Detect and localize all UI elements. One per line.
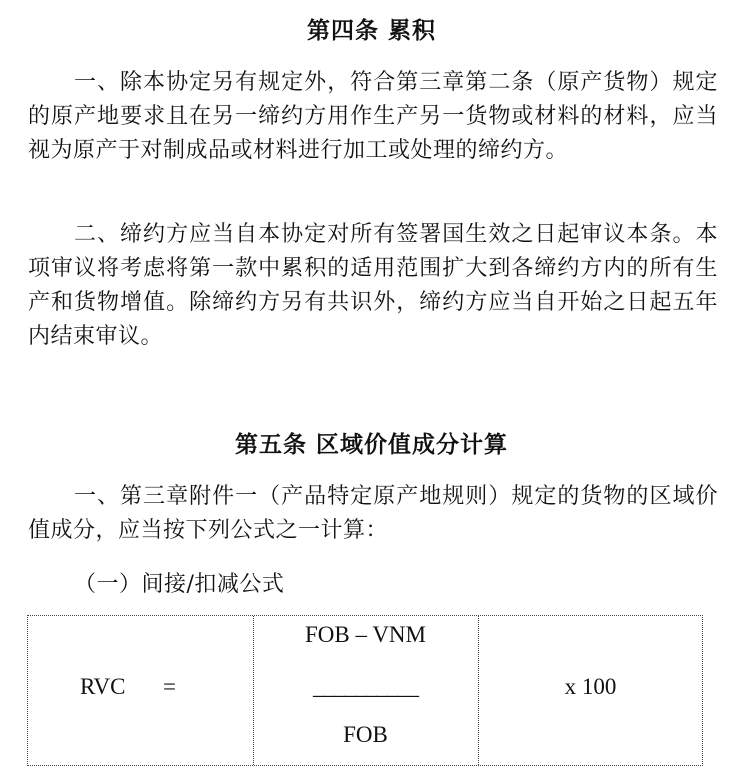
formula-fraction-bar: __________ xyxy=(313,674,418,699)
article-4-paragraph-1: 一、除本协定另有规定外，符合第三章第二条（原产货物）规定的原产地要求且在另一缔约方用作生产另一货物或材料的材料，应当视为原产于对制成品或材料进行加工或处理的缔约方。 xyxy=(28,70,718,163)
formula-rvc-label: RVC xyxy=(80,674,126,699)
article-5-paragraph-1: 一、第三章附件一（产品特定原产地规则）规定的货物的区域价值成分，应当按下列公式之一计算： xyxy=(28,484,718,543)
article-5-title: 第五条 区域价值成分计算 xyxy=(234,432,508,458)
formula-equals-sign: = xyxy=(163,674,176,699)
rvc-formula-table xyxy=(27,615,703,766)
formula-numerator: FOB – VNM xyxy=(305,622,426,647)
formula-multiplier: x 100 xyxy=(564,674,617,699)
formula-multiplier-cell xyxy=(479,616,702,765)
article-4-title: 第四条 累积 xyxy=(306,18,436,44)
formula-denominator: FOB xyxy=(343,722,388,747)
formula-lhs-cell xyxy=(28,616,254,765)
formula-fraction-cell xyxy=(253,616,479,765)
article-4-paragraph-2: 二、缔约方应当自本协定对所有签署国生效之日起审议本条。本项审议将考虑将第一款中累积的适用范围扩大到各缔约方内的所有生产和货物增值。除缔约方另有共识外，缔约方应当自开始之日起五年内结束审议。 xyxy=(28,222,718,349)
article-5-subsection-1: （一）间接/扣减公式 xyxy=(74,572,285,597)
